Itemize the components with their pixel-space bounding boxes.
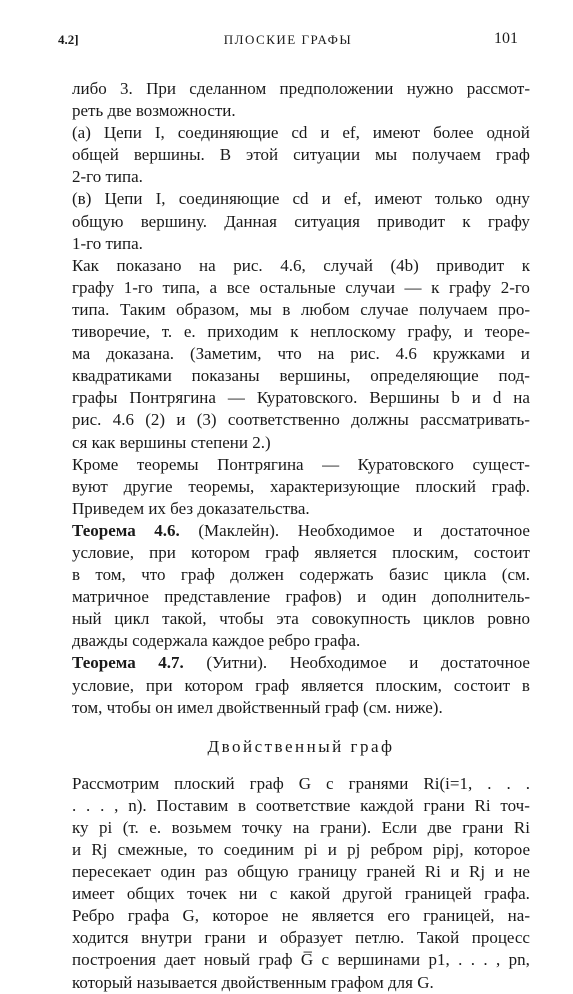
- text-line: в том, что граф должен содержать базис цикла (см.: [72, 565, 530, 585]
- text-line: матричное представление графов) и один дополнитель-: [72, 587, 530, 607]
- text-line: ся как вершины степени 2.): [72, 432, 271, 452]
- text-line: который называется двойственным графом для G.: [72, 972, 434, 992]
- text-line: квадратиками показаны вершины, определяющие под-: [72, 366, 530, 386]
- text-line: либо 3. При сделанном предположении нужно рассмот-: [72, 79, 530, 98]
- text-line: рис. 4.6 (2) и (3) соответственно должны рассматривать-: [72, 410, 530, 430]
- text-line: графу 1-го типа, а все остальные случаи — к графу 2-го: [72, 277, 530, 297]
- text-line: 1-го типа.: [72, 233, 143, 253]
- text-line: ма доказана. (Заметим, что на рис. 4.6 кружками и: [72, 344, 530, 364]
- page-header: [58, 30, 518, 52]
- text-line: . . . , n). Поставим в соответствие каждой грани Ri точ-: [72, 795, 530, 815]
- text-line: дважды содержала каждое ребро графа.: [72, 631, 361, 651]
- section-number: 4.2]: [58, 32, 79, 47]
- text-line: Кроме теоремы Понтрягина — Куратовского сущест-: [72, 454, 530, 474]
- text-line: Рассмотрим плоский граф G с гранями Ri(i=1, . . .: [72, 773, 530, 793]
- text-line: (в) Цепи I, соединяющие cd и ef, имеют только одну: [72, 189, 530, 209]
- running-title: ПЛОСКИЕ ГРАФЫ: [223, 32, 353, 47]
- text-line: Как показано на рис. 4.6, случай (4b) приводит к: [72, 255, 530, 275]
- section-heading: Двойственный граф: [207, 736, 395, 756]
- text-line: имеет общих точек ни с какой другой границей графа.: [72, 884, 530, 904]
- text-line: пересекает один раз общую границу граней Ri и Rj и не: [72, 862, 530, 882]
- text-line: реть две возможности.: [72, 101, 236, 121]
- text-line: условие, при котором граф является плоским, состоит в: [72, 675, 530, 695]
- text-line: ку pi (т. е. возьмем точку на грани). Если две грани Ri: [72, 817, 530, 837]
- text-line: общую вершину. Данная ситуация приводит к графу: [72, 211, 530, 231]
- text-line: том, чтобы он имел двойственный граф (см. ниже).: [72, 697, 443, 717]
- text-line: 2-го типа.: [72, 167, 143, 187]
- text-line: тиворечие, т. е. приходим к неплоскому графу, и теоре-: [72, 322, 530, 342]
- text-line: построения дает новый граф G̅ с вершинами p1, . . . , pn,: [72, 950, 530, 970]
- text-line: и Rj смежные, то соединим pi и pj ребром pipj, которое: [72, 840, 530, 859]
- text-line: Ребро графа G, которое не является его границей, на-: [72, 906, 530, 926]
- text-line: Теорема 4.6. (Маклейн). Необходимое и достаточное: [72, 520, 530, 540]
- text-line: вуют другие теоремы, характеризующие плоский граф.: [72, 476, 530, 496]
- text-line: условие, при котором граф является плоским, состоит: [72, 542, 530, 562]
- text-line: общей вершины. В этой ситуации мы получаем граф: [72, 145, 530, 165]
- text-line: графы Понтрягина — Куратовского. Вершины b и d на: [72, 388, 530, 408]
- text-line: ный цикл такой, чтобы эта совокупность циклов ровно: [72, 609, 530, 629]
- text-line: типа. Таким образом, мы в любом случае получаем про-: [72, 299, 530, 319]
- page-number: 101: [494, 30, 518, 47]
- text-line: (а) Цепи I, соединяющие cd и ef, имеют более одной: [72, 123, 530, 143]
- text-line: ходится внутри грани и образует петлю. Такой процесс: [72, 928, 530, 948]
- text-line: Приведем их без доказательства.: [72, 498, 310, 518]
- text-line: Теорема 4.7. (Уитни). Необходимое и достаточное: [72, 653, 530, 673]
- page-body: [72, 78, 530, 994]
